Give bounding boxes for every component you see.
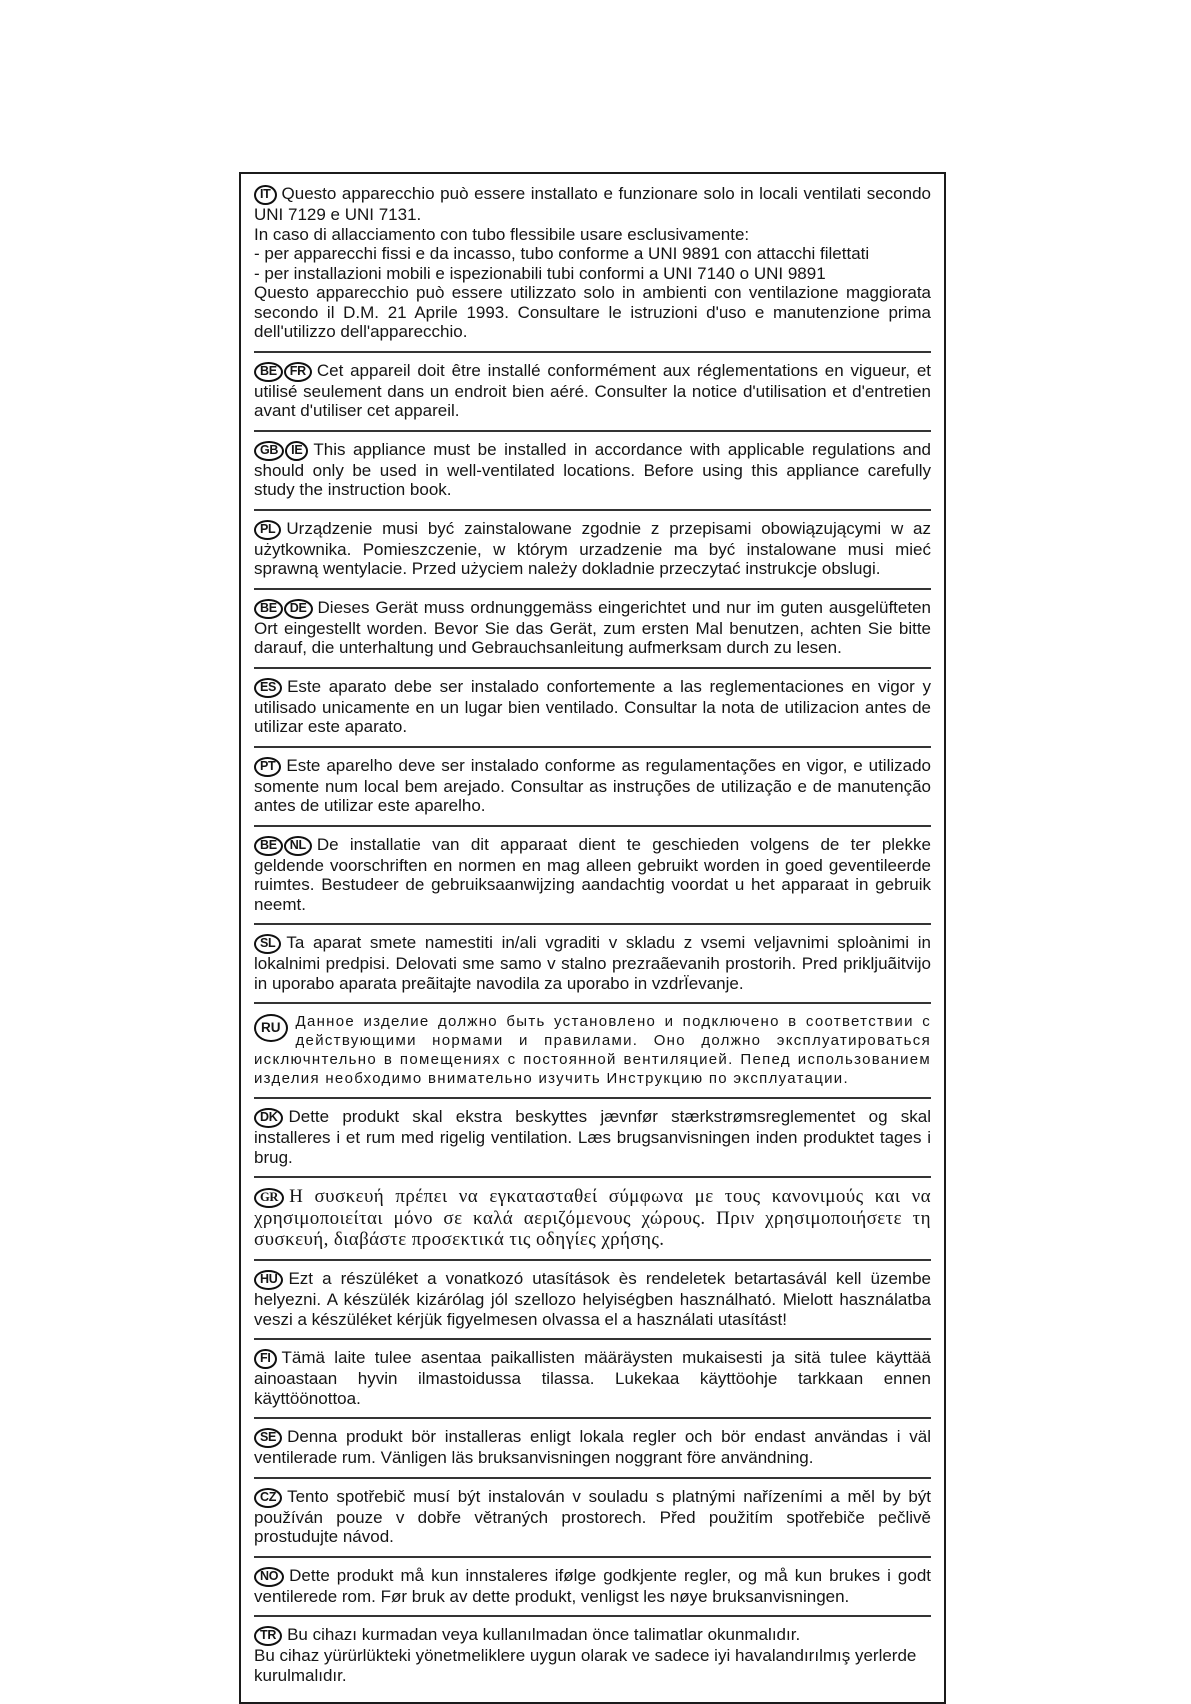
notice-text: Dieses Gerät muss ordnunggemäss eingerichtet und nur im guten ausgelüfteten Ort eingestellt worden. Bevor Sie das Gerät, zum ersten Mal benutzen, achten Sie bitte darauf, die unterhaltung und Gebrauchsanleitung aufmerksam durch zu lesen. [254,597,931,657]
notice-text: De installatie van dit apparaat dient te geschieden volgens de ter plekke geldende voorschriften en normen en mag alleen gebruikt worden in goed geventileerde ruimtes. Bestudeer de gebruiksaanwijzing aandachtig voordat u het apparaat in gebruik neemt. [254,834,931,914]
language-badges [254,598,314,617]
language-badges [254,1186,285,1207]
notice-section-sl [254,923,931,1002]
notice-paragraph [254,1107,931,1167]
language-badges [254,1107,284,1126]
notice-box [239,172,946,1704]
language-badges [254,1625,283,1644]
language-badge-gb: GB [254,441,284,461]
notice-section-hu [254,1259,931,1338]
language-badge-pt: PT [254,757,281,777]
language-badge-de: DE [284,599,313,619]
language-badges [254,835,313,854]
notice-text: This appliance must be installed in accordance with applicable regulations and should only be used in well-ventilated locations. Before using this appliance carefully study the instruction book. [254,439,931,499]
language-badge-be: BE [254,599,283,619]
language-badge-nl: NL [284,836,312,856]
notice-paragraph [254,1186,931,1250]
notice-section-ru [254,1002,931,1097]
notice-section-no [254,1556,931,1616]
notice-paragraph: - per apparecchi fissi e da incasso, tubo conforme a UNI 9891 con attacchi filettati [254,244,870,263]
notice-paragraph [254,1348,931,1408]
notice-paragraph: Bu cihaz yürürlükteki yönetmeliklere uygun olarak ve sadece iyi havalandırılmış yerlerde kurulmalıdır. [254,1646,917,1685]
language-badge-cz: CZ [254,1488,282,1508]
language-badges [254,361,313,380]
notice-text: Questo apparecchio può essere installato e funzionare solo in locali ventilati secondo UNI 7129 e UNI 7131. [254,184,931,224]
notice-text: Urządzenie musi być zainstalowane zgodnie z przepisami obowiązującymi w az użytkownika. Pomieszczenie, w którym urzadzenie ma być instalowane musi mieć sprawną wentylacie. Przed użyciem należy dokladnie przeczytać instrukcje obslugi. [254,518,931,578]
notice-section-dk [254,1097,931,1176]
notice-text: Ezt a részüléket a vonatkozó utasítások ès rendeletek betartasávál kell üzembe helyezni. A készülék kizárólag jól szellozo helyiségben használható. Mielott használatba veszi a készüléket kérjük figyelmesen olvassa el a használati utasítást! [254,1269,931,1329]
notice-section-it [254,176,931,351]
language-badges [254,184,278,203]
language-badge-se: SE [254,1428,282,1448]
notice-section-be-fr [254,351,931,430]
language-badge-sl: SL [254,934,281,954]
language-badge-hu: HU [254,1270,283,1290]
language-badges [254,519,282,538]
notice-paragraph [254,440,931,500]
language-badge-no: NO [254,1567,284,1587]
notice-paragraph: - per installazioni mobili e ispezionabili tubi conformi a UNI 7140 o UNI 9891 [254,263,826,283]
notice-text: Ta aparat smete namestiti in/ali vgraditi v skladu z vsemi veljavnimi sploànimi in lokalnimi predpisi. Delovati sme samo v stalno prezraãevanih prostorih. Pred prikljuãitvijo in uporabo aparata preãitajte navodila za uporabo in vzdrÏevanje. [254,933,931,993]
language-badge-pl: PL [254,520,281,540]
notice-paragraph [254,1012,931,1088]
notice-paragraph [254,1427,931,1468]
language-badge-it: IT [254,185,277,205]
notice-text: Denna produkt bör installeras enligt lokala regler och bör endast användas i väl ventilerade rum. Vänligen läs bruksanvisningen noggrant före användning. [254,1427,931,1467]
notice-section-tr [254,1615,931,1694]
notice-text: Dette produkt skal ekstra beskyttes jævnfør stærkstrømsreglementet og skal installeres i et rum med rigelig ventilation. Læs brugsanvisningen inden produktet tages i brug. [254,1107,931,1167]
language-badges [254,1427,283,1446]
language-badges [254,1487,283,1506]
language-badges [254,677,283,696]
language-badges [254,440,309,459]
notice-section-be-de [254,588,931,667]
language-badge-ru: RU [254,1014,288,1042]
language-badges [254,756,282,775]
notice-text: Bu cihazı kurmadan veya kullanılmadan önce talimatlar okunmalıdır. [287,1625,801,1644]
language-badge-gr: GR [254,1188,284,1208]
notice-paragraph [254,756,931,816]
notice-section-es [254,667,931,746]
language-badges [254,1269,284,1288]
language-badge-fi: FI [254,1349,277,1369]
language-badge-fr: FR [284,362,312,382]
notice-section-gr [254,1176,931,1259]
notice-text: Cet appareil doit être installé conformément aux réglementations en vigueur, et utilisé seulement dans un endroit bien aéré. Consulter la notice d'utilisation et d'entretien avant d'utiliser cet appareil. [254,360,931,420]
language-badges [254,933,282,952]
notice-section-gb-ie [254,430,931,509]
notice-paragraph [254,1566,931,1607]
notice-paragraph [254,1625,931,1646]
language-badge-dk: DK [254,1108,283,1128]
language-badge-tr: TR [254,1626,282,1646]
language-badge-be: BE [254,362,283,382]
notice-text: Tento spotřebič musí být instalován v souladu s platnými nařízeními a měl by být používán pouze v dobře větraných prostorech. Před použitím spotřebiče pečlivě prostudujte návod. [254,1486,931,1546]
notice-paragraph: In caso di allacciamento con tubo flessibile usare esclusivamente: [254,224,750,244]
notice-section-cz [254,1477,931,1556]
notice-paragraph [254,519,931,579]
notice-section-pt [254,746,931,825]
notice-text: Η συσκευή πρέπει να εγκατασταθεί σύμφωνα με τους κανονιμούς και να χρησιμοποιείται μόνο σε καλά αεριζόμενους χώρους. Πριν χρησιμοποιήσετε τη συσκευή, διαβάστε προσεκτικά τις οδηγίες χρήσης. [254,1186,931,1250]
notice-paragraph [254,1487,931,1547]
notice-text: Tämä laite tulee asentaa paikallisten määräysten mukaisesti ja sitä tulee käyttää ainoastaan hyvin ilmastoidussa tilassa. Lukekaa käyttöohje tarkkaan ennen käyttöönottoa. [254,1348,931,1408]
notice-text: Este aparato debe ser instalado confortemente a las reglementaciones en vigor y utilisado unicamente en un lugar bien ventilado. Consultar la nota de utilizacion antes de utilizar este aparato. [254,676,931,736]
language-badge-ie: IE [285,441,308,461]
notice-paragraph [254,184,931,225]
language-badge-es: ES [254,678,282,698]
notice-paragraph [254,835,931,915]
notice-paragraph: Questo apparecchio può essere utilizzato solo in ambienti con ventilazione maggiorata secondo il D.M. 21 Aprile 1993. Consultare le istruzioni d'uso e manutenzione prima dell'utilizzo dell'apparecchio. [254,283,931,341]
notice-text: Dette produkt må kun innstaleres ifølge godkjente regler, og må kun brukes i godt ventilerede rom. Før bruk av dette produkt, venligst les nøye bruksanvisningen. [254,1565,931,1606]
language-badges [254,1014,289,1042]
notice-paragraph [254,361,931,421]
language-badge-be: BE [254,836,283,856]
notice-section-se [254,1417,931,1477]
language-badges [254,1566,285,1585]
notice-paragraph [254,1269,931,1329]
language-badges [254,1348,278,1367]
notice-section-pl [254,509,931,588]
notice-section-fi [254,1338,931,1417]
notice-paragraph [254,933,931,993]
notice-text: Данное изделие должно быть установлено и подключено в соответствии с действующими нормами и правилами. Оно должно эксплуатироваться исключнтельно в помещениях с постоянной вентиляцией. Пепед использованием изделия необходимо внимательно изучить Инструкцию по эксплуатации. [254,1013,931,1087]
notice-paragraph [254,677,931,737]
notice-paragraph [254,598,931,658]
notice-text: Este aparelho deve ser instalado conforme as regulamentações en vigor, e utilizado somente num local bem arejado. Consultar as instruções de utilização e de manutenção antes de utilizar este aparelho. [254,755,931,815]
notice-section-be-nl [254,825,931,924]
